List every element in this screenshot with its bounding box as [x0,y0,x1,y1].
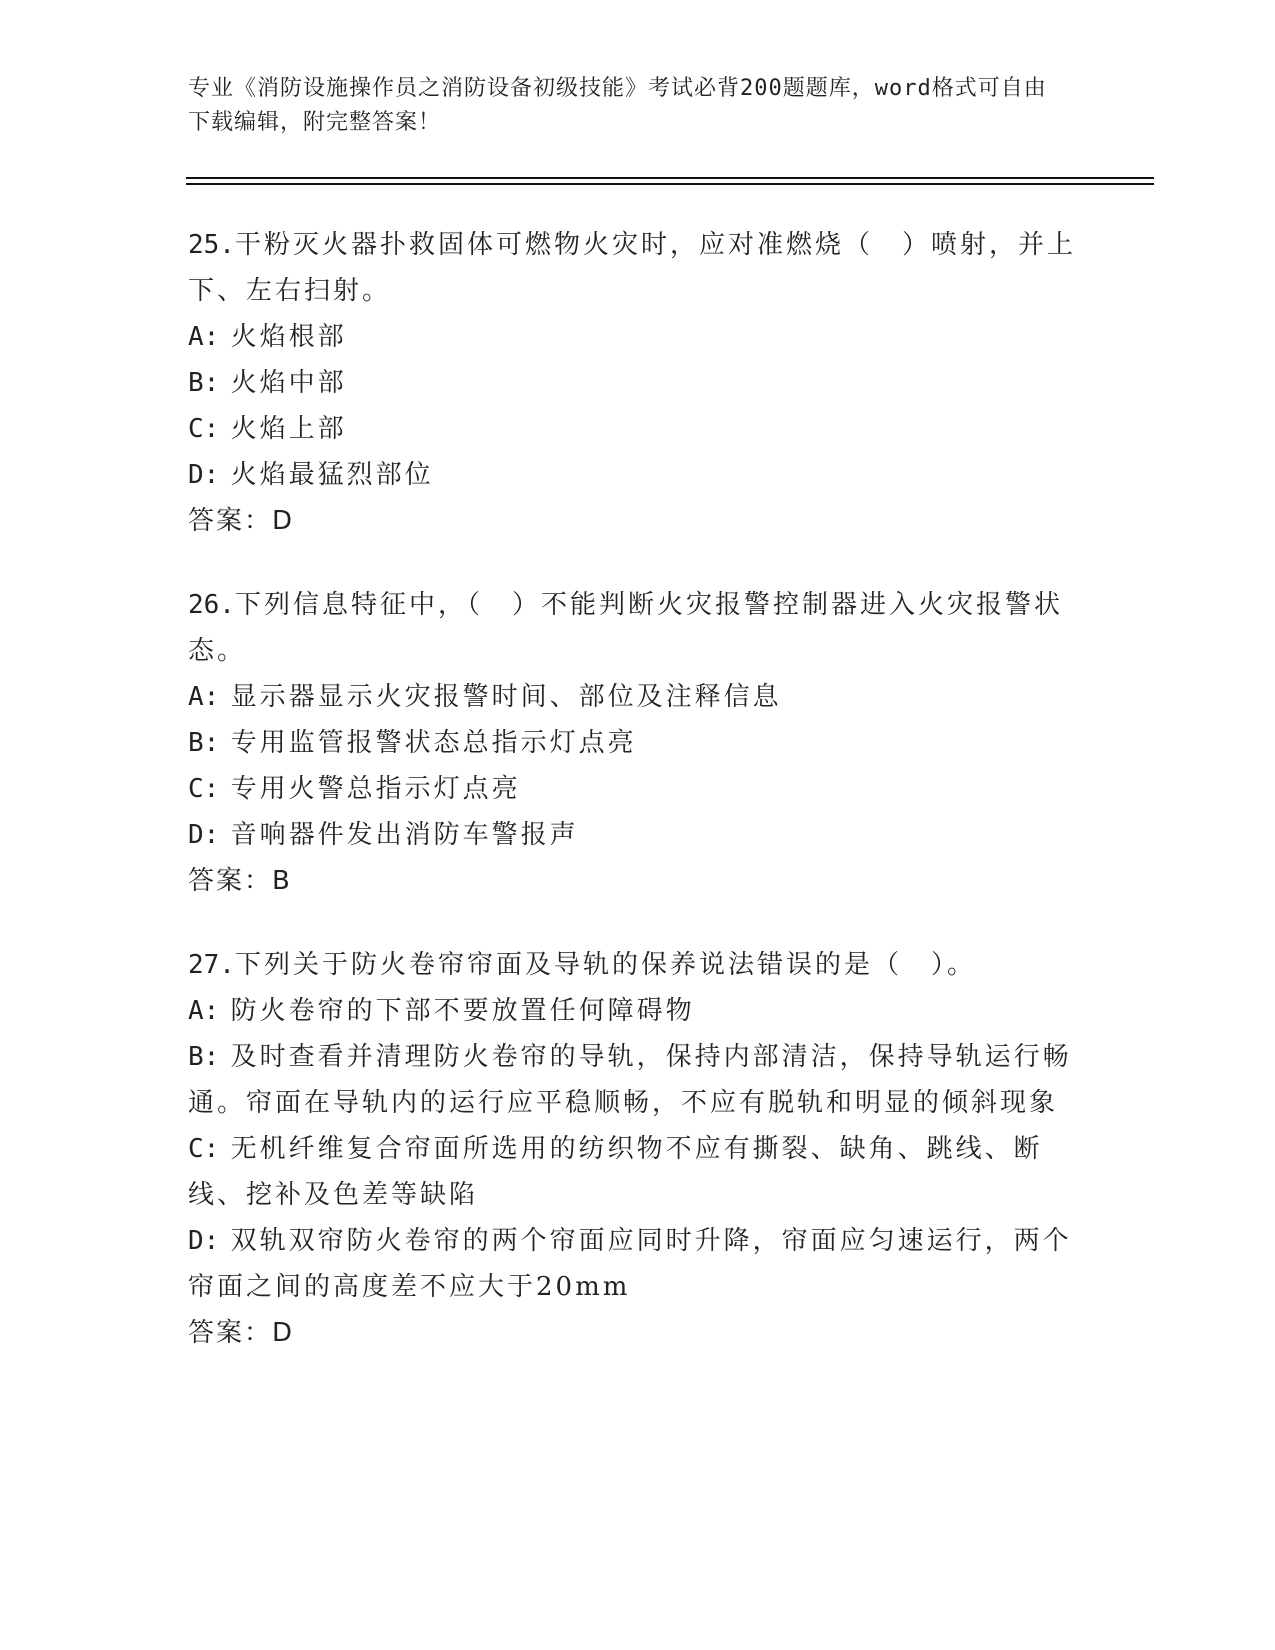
option-letter: D: [188,1226,220,1256]
answer-line: 答案：B [188,866,292,896]
option-text: 火焰中部 [230,368,347,398]
option-letter: C: [188,414,220,444]
option-text: 音响器件发出消防车警报声 [230,820,579,850]
document-header [188,72,1068,140]
question-text: 下列信息特征中，（ ）不能判断火灾报警控制器进入火灾报警状态。 [188,590,1063,666]
option-text: 火焰最猛烈部位 [230,460,434,490]
option-letter: A: [188,682,220,712]
question-number: 26. [188,590,235,620]
question-number: 27. [188,950,235,980]
option-c [188,1126,1088,1218]
option-letter: B: [188,1042,220,1072]
option-b [188,1034,1088,1126]
answer-line: 答案：D [188,1318,295,1348]
option-b [188,360,1088,406]
question-text: 下列关于防火卷帘帘面及导轨的保养说法错误的是（ ）。 [234,950,976,980]
question-stem [188,222,1088,314]
option-text: 专用监管报警状态总指示灯点亮 [230,728,637,758]
option-text: 无机纤维复合帘面所选用的纺织物不应有撕裂、缺角、跳线、断线、挖补及色差等缺陷 [188,1134,1043,1210]
option-letter: C: [188,774,220,804]
option-a [188,314,1088,360]
option-d [188,452,1088,498]
question-stem [188,942,1088,988]
option-letter: C: [188,1134,220,1164]
option-a [188,988,1088,1034]
option-text: 双轨双帘防火卷帘的两个帘面应同时升降，帘面应匀速运行，两个帘面之间的高度差不应大于20mm [188,1226,1072,1302]
option-a [188,674,1088,720]
question-number: 25. [188,230,235,260]
question-27 [188,942,1088,1356]
option-letter: B: [188,368,220,398]
answer-line: 答案：D [188,506,295,536]
option-text: 火焰根部 [230,322,347,352]
option-letter: A: [188,322,220,352]
option-letter: D: [188,460,220,490]
question-text: 干粉灭火器扑救固体可燃物火灾时，应对准燃烧（ ）喷射，并上下、左右扫射。 [188,230,1076,306]
option-c [188,766,1088,812]
question-26 [188,582,1088,904]
option-text: 火焰上部 [230,414,347,444]
option-d [188,812,1088,858]
option-d [188,1218,1088,1310]
option-text: 防火卷帘的下部不要放置任何障碍物 [230,996,695,1026]
option-b [188,720,1088,766]
question-stem [188,582,1088,674]
question-25 [188,222,1088,544]
header-divider [186,177,1154,179]
option-letter: B: [188,728,220,758]
option-letter: D: [188,820,220,850]
header-divider [186,183,1154,185]
option-letter: A: [188,996,220,1026]
option-text: 及时查看并清理防火卷帘的导轨，保持内部清洁，保持导轨运行畅通。帘面在导轨内的运行应平稳顺畅，不应有脱轨和明显的倾斜现象 [188,1042,1072,1118]
option-text: 专用火警总指示灯点亮 [230,774,521,804]
header-text: 专业《消防设施操作员之消防设备初级技能》考试必背200题题库，word格式可自由下载编辑，附完整答案！ [188,76,1047,135]
option-text: 显示器显示火灾报警时间、部位及注释信息 [230,682,782,712]
option-c [188,406,1088,452]
